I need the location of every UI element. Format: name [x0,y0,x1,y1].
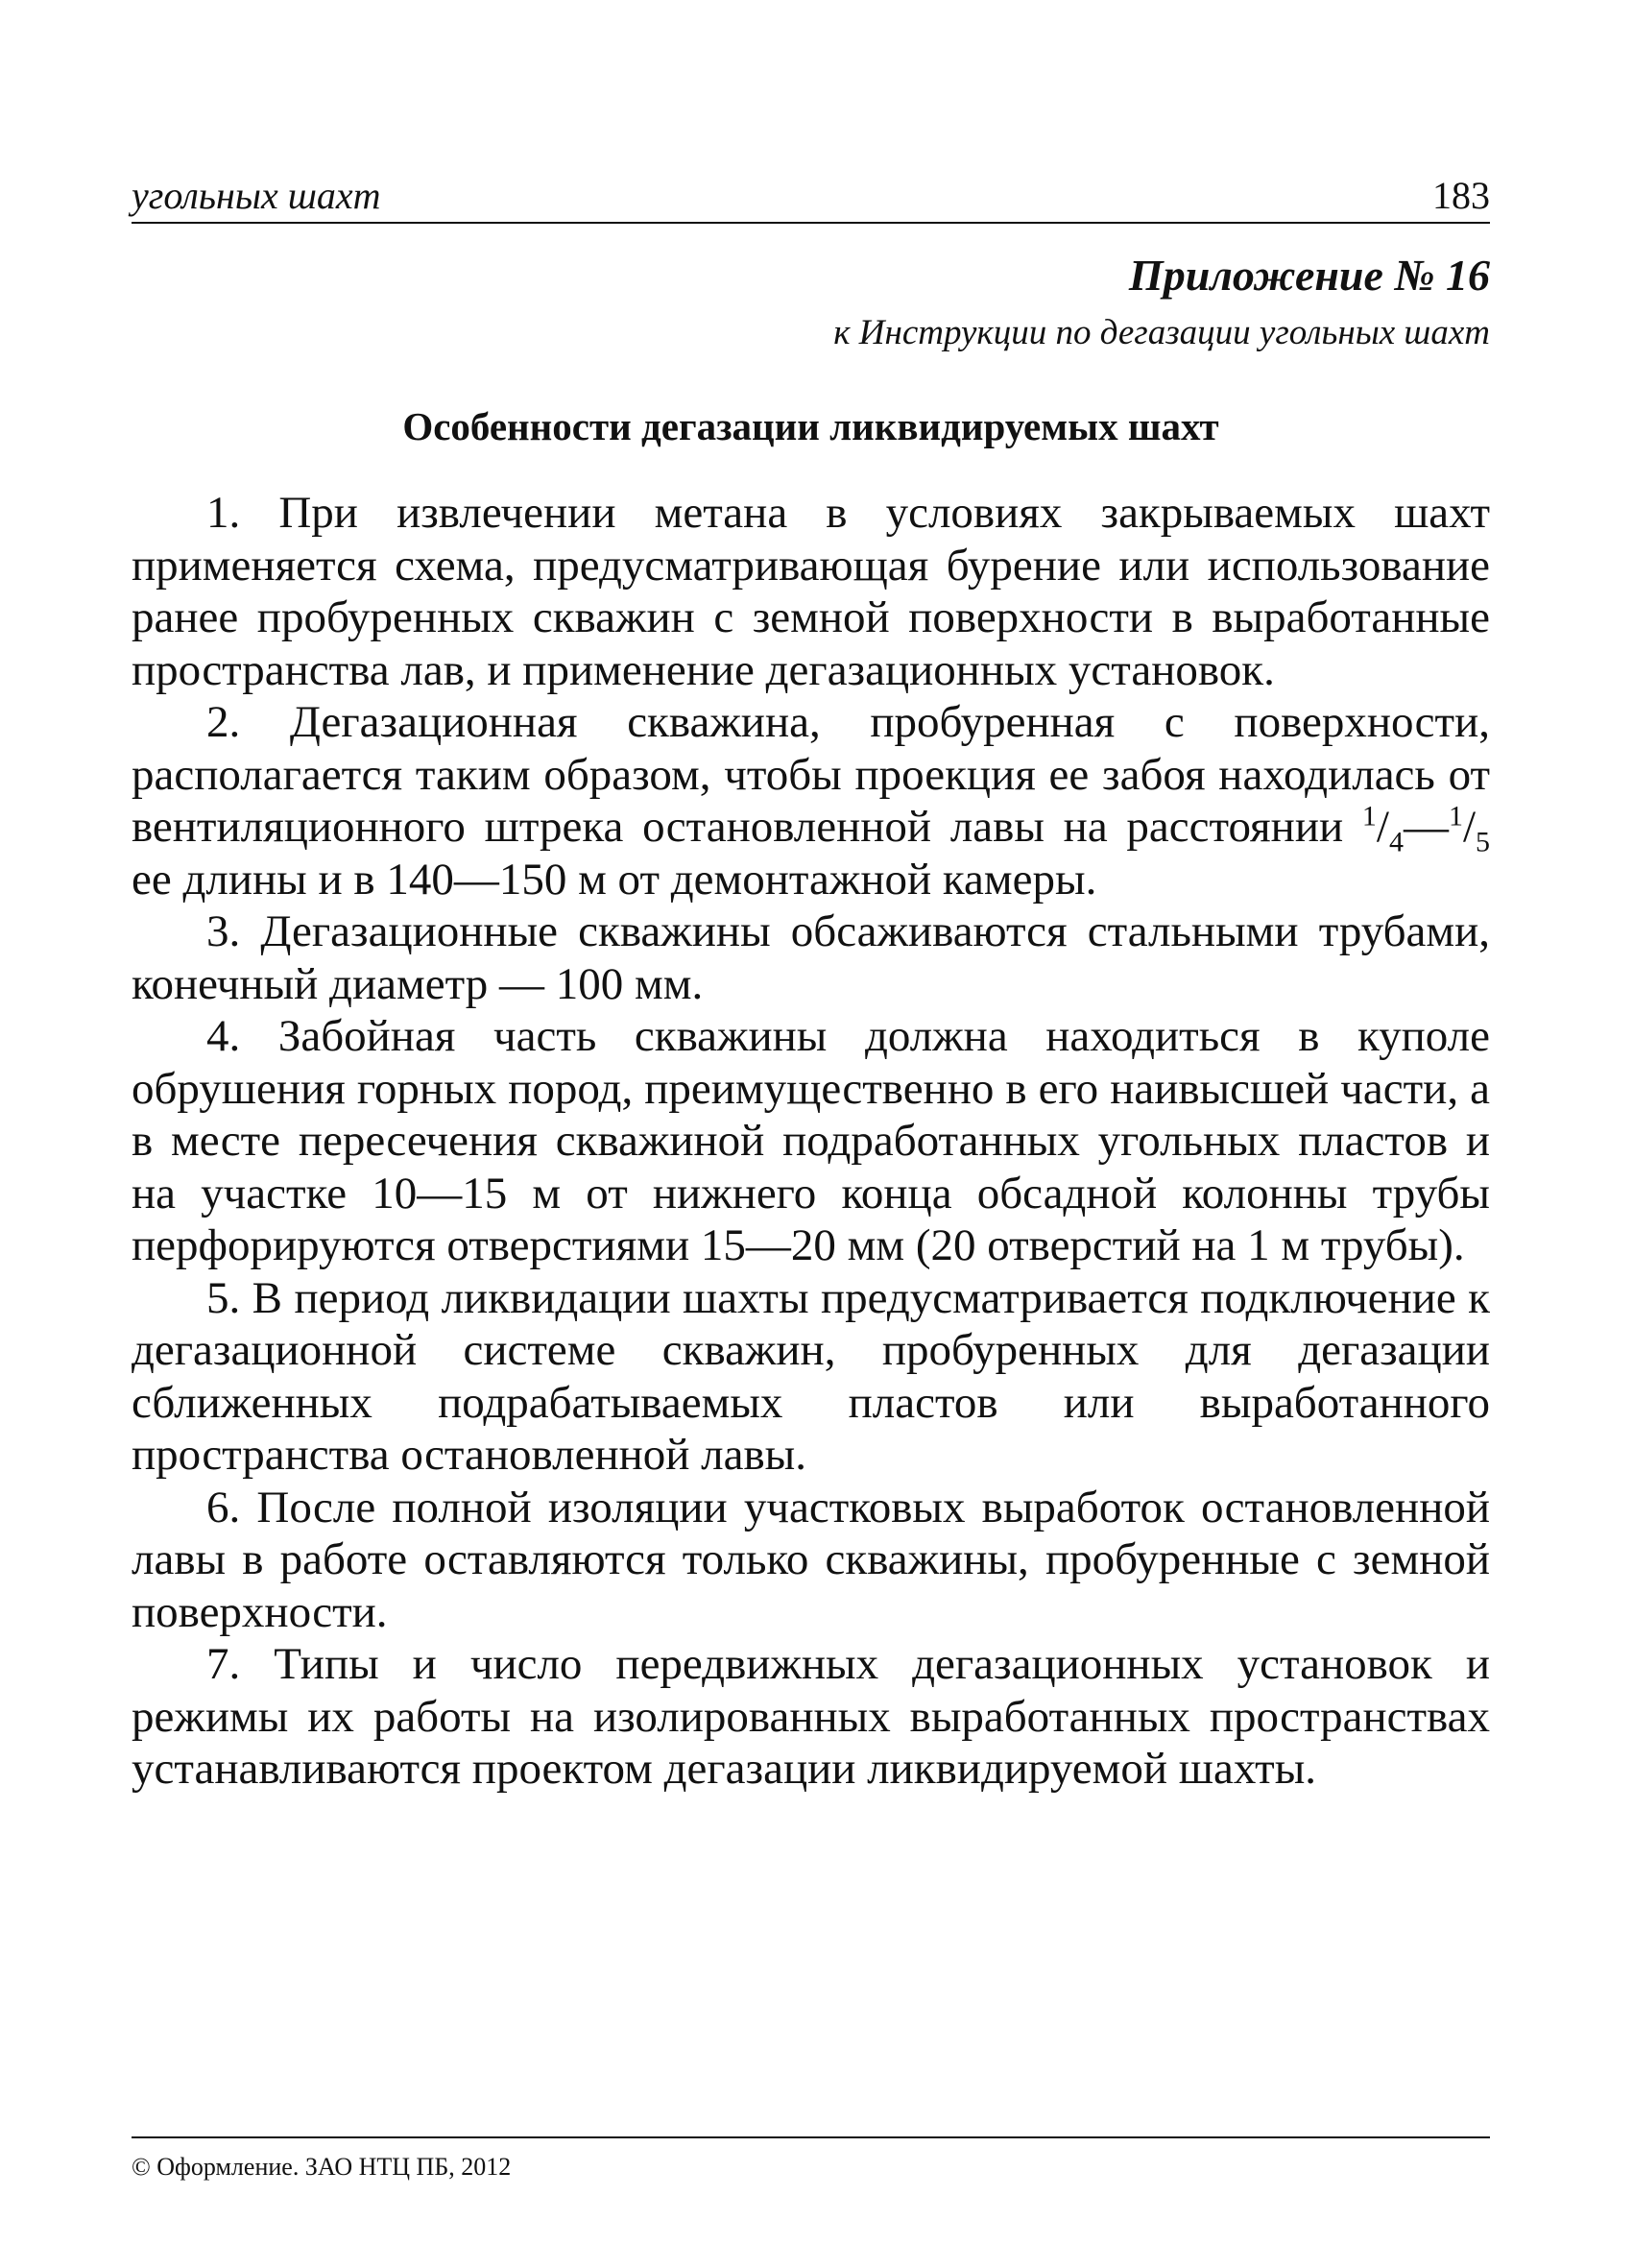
section-title: Особенности дегазации ликвидируемых шахт [402,404,1219,448]
fraction-numerator: 1 [1361,800,1377,832]
footer-copyright: © Оформление. ЗАО НТЦ ПБ, 2012 [132,2153,512,2181]
paragraph-3: 3. Дегазационные скважины обсаживаются стальными трубами, конечный диаметр — 100 мм. [132,906,1490,1009]
paragraph-5: 5. В период ликвидации шахты предусматривается подключение к дегазационной системе скважин, пробуренных для дегазации сближенных подрабатываемых пластов или выработанного пространства остановленной лавы. [132,1272,1490,1480]
appendix-title: Приложение № 16 [1128,251,1490,300]
paragraph-4: 4. Забойная часть скважины должна находиться в куполе обрушения горных пород, преимущественно в его наивысшей части, а в месте пересечения скважиной подработанных угольных пластов и на участке 10—15 м от нижнего конца обсадной колонны трубы перфорируются отверстиями 15—20 мм (20 отверстий на 1 м трубы). [132,1011,1490,1270]
paragraph-2-end: ее длины и в 140—150 м от демонтажной камеры. [132,854,1097,905]
paragraph-7: 7. Типы и число передвижных дегазационных установок и режимы их работы на изолированных выработанных пространствах устанавливаются проектом дегазации ликвидируемой шахты. [132,1639,1490,1794]
paragraph-6: 6. После полной изоляции участковых выработок остановленной лавы в работе оставляются только скважины, пробуренные с земной поверхности. [132,1482,1490,1637]
page-number: 183 [1432,174,1490,217]
running-header [132,168,1490,224]
body-text [132,487,1490,1796]
appendix-subtitle: к Инструкции по дегазации угольных шахт [833,313,1490,352]
fraction-one-fifth: $^1/_5$ [1448,800,1491,858]
fraction-denominator: 4 [1388,826,1404,858]
fraction-dash: — [1403,802,1449,852]
running-title: угольных шахт [132,174,381,217]
fraction-denominator: 5 [1476,826,1491,858]
paragraph-1: 1. При извлечении метана в условиях закрываемых шахт применяется схема, предусматривающая бурение или использование ранее пробуренных скважин с земной поверхности в выработанные пространства лав, и применение дегазационных установок. [132,488,1490,695]
paragraph-2 [132,696,1490,905]
fraction-numerator: 1 [1448,800,1463,832]
fraction-one-quarter: $^1/_4$ [1361,800,1404,858]
paragraph-2-start: 2. Дегазационная скважина, пробуренная с поверхности, располагается таким образом, чтобы проекция ее забоя находилась от вентиляционного штрека остановленной лавы на расстоянии [132,697,1490,852]
footer-rule [132,2136,1490,2138]
